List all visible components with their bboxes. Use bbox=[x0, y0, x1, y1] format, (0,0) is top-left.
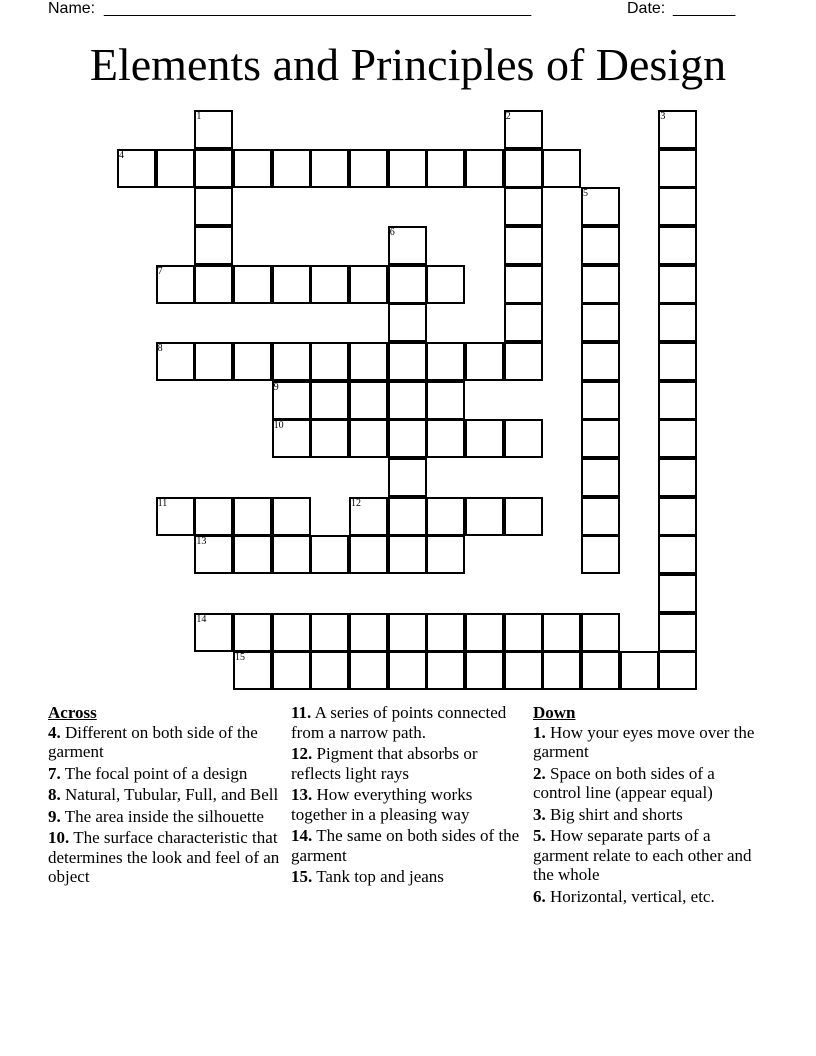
clue-item bbox=[291, 785, 521, 824]
grid-cell[interactable] bbox=[504, 149, 543, 188]
clue-number-label: 1 bbox=[196, 111, 202, 122]
grid-cell[interactable] bbox=[426, 535, 465, 574]
grid-cell[interactable] bbox=[542, 651, 581, 690]
grid-cell[interactable] bbox=[465, 149, 504, 188]
grid-cell[interactable] bbox=[310, 149, 349, 188]
clue-text: The surface characteristic that determines the look and feel of an object bbox=[48, 828, 280, 886]
grid-cell[interactable] bbox=[310, 342, 349, 381]
name-field[interactable]: ________________________________________________ bbox=[104, 0, 532, 17]
grid-cell[interactable] bbox=[465, 419, 504, 458]
grid-cell[interactable] bbox=[465, 497, 504, 536]
clue-text: How separate parts of a garment relate to each other and the whole bbox=[533, 826, 752, 884]
clue-number-label: 2 bbox=[505, 111, 511, 122]
across-clues-continued bbox=[291, 703, 521, 889]
grid-cell[interactable] bbox=[426, 265, 465, 304]
clue-text: Pigment that absorbs or reflects light rays bbox=[291, 744, 478, 783]
grid-cell[interactable] bbox=[349, 342, 388, 381]
clue-item bbox=[48, 807, 284, 827]
clue-item bbox=[48, 828, 284, 887]
clue-item bbox=[533, 723, 763, 762]
grid-cell[interactable] bbox=[426, 419, 465, 458]
grid-cell[interactable] bbox=[581, 226, 620, 265]
grid-cell[interactable] bbox=[349, 651, 388, 690]
grid-cell[interactable] bbox=[465, 342, 504, 381]
grid-cell[interactable] bbox=[426, 342, 465, 381]
clue-number: 13. bbox=[291, 785, 313, 804]
grid-cell[interactable] bbox=[581, 265, 620, 304]
grid-cell[interactable] bbox=[194, 226, 233, 265]
grid-cell[interactable] bbox=[504, 187, 543, 226]
grid-cell[interactable] bbox=[504, 226, 543, 265]
clue-number-label: 11 bbox=[157, 497, 168, 509]
clue-number-label: 13 bbox=[196, 536, 207, 548]
grid-cell[interactable] bbox=[233, 535, 272, 574]
clue-number: 14. bbox=[291, 826, 313, 845]
grid-cell[interactable] bbox=[349, 149, 388, 188]
grid-cell[interactable] bbox=[194, 149, 233, 188]
grid-cell[interactable] bbox=[542, 149, 581, 188]
grid-cell[interactable] bbox=[581, 458, 620, 497]
clue-number: 8. bbox=[48, 785, 61, 804]
grid-cell[interactable] bbox=[272, 497, 311, 536]
grid-cell[interactable] bbox=[658, 497, 697, 536]
clue-number: 11. bbox=[291, 703, 312, 722]
grid-cell[interactable] bbox=[426, 149, 465, 188]
grid-cell[interactable] bbox=[233, 342, 272, 381]
grid-cell[interactable] bbox=[426, 497, 465, 536]
grid-cell[interactable] bbox=[310, 651, 349, 690]
grid-cell[interactable] bbox=[658, 613, 697, 652]
grid-cell[interactable] bbox=[581, 613, 620, 652]
grid-cell[interactable] bbox=[581, 381, 620, 420]
clue-number-label: 7 bbox=[157, 265, 163, 277]
clue-text: Big shirt and shorts bbox=[550, 804, 683, 824]
clue-number: 4. bbox=[48, 722, 61, 742]
clue-number: 5. bbox=[533, 826, 546, 845]
clue-text: The same on both sides of the garment bbox=[291, 826, 520, 865]
across-heading: Across bbox=[48, 703, 97, 722]
grid-cell[interactable] bbox=[426, 381, 465, 420]
grid-cell[interactable] bbox=[581, 303, 620, 342]
grid-cell[interactable] bbox=[310, 535, 349, 574]
grid-cell[interactable] bbox=[426, 651, 465, 690]
clue-number-label: 8 bbox=[157, 343, 163, 355]
grid-cell[interactable] bbox=[465, 651, 504, 690]
grid-cell[interactable] bbox=[658, 226, 697, 265]
grid-cell[interactable] bbox=[194, 342, 233, 381]
clue-item bbox=[533, 764, 763, 803]
grid-cell[interactable] bbox=[272, 535, 311, 574]
clue-item bbox=[533, 887, 763, 907]
grid-cell[interactable] bbox=[272, 613, 311, 652]
grid-cell[interactable] bbox=[310, 613, 349, 652]
clue-text: Tank top and jeans bbox=[316, 867, 444, 886]
grid-cell[interactable] bbox=[658, 651, 697, 690]
grid-cell[interactable] bbox=[504, 651, 543, 690]
grid-cell[interactable] bbox=[658, 458, 697, 497]
grid-cell[interactable] bbox=[542, 613, 581, 652]
grid-cell[interactable] bbox=[272, 651, 311, 690]
across-clues bbox=[48, 703, 284, 889]
clue-text: A series of points connected from a narrow path. bbox=[291, 703, 507, 742]
grid-cell[interactable] bbox=[233, 265, 272, 304]
clue-number-label: 6 bbox=[389, 227, 395, 238]
clue-item bbox=[291, 744, 521, 783]
down-heading: Down bbox=[533, 703, 576, 722]
name-label: Name: bbox=[48, 0, 96, 17]
grid-cell[interactable] bbox=[233, 149, 272, 188]
grid-cell[interactable] bbox=[388, 497, 427, 536]
clue-number-label: 10 bbox=[273, 420, 284, 432]
grid-cell[interactable] bbox=[504, 419, 543, 458]
grid-cell[interactable] bbox=[310, 381, 349, 420]
clue-text: Horizontal, vertical, etc. bbox=[550, 886, 715, 906]
grid-cell[interactable] bbox=[581, 497, 620, 536]
clue-item bbox=[533, 805, 763, 825]
clue-text: Space on both sides of a control line (appear equal) bbox=[533, 763, 715, 802]
grid-cell[interactable] bbox=[272, 265, 311, 304]
clue-item bbox=[48, 764, 284, 784]
clue-number-label: 9 bbox=[273, 381, 279, 393]
grid-cell[interactable] bbox=[504, 613, 543, 652]
grid-cell[interactable] bbox=[194, 497, 233, 536]
clue-item bbox=[291, 826, 521, 865]
page-title: Elements and Principles of Design bbox=[89, 39, 727, 90]
grid-cell[interactable] bbox=[658, 265, 697, 304]
grid-cell[interactable] bbox=[504, 342, 543, 381]
grid-cell[interactable] bbox=[658, 149, 697, 188]
clue-number-label: 14 bbox=[196, 613, 207, 625]
grid-cell[interactable] bbox=[349, 419, 388, 458]
grid-cell[interactable] bbox=[658, 381, 697, 420]
grid-cell[interactable] bbox=[658, 342, 697, 381]
grid-cell[interactable] bbox=[233, 613, 272, 652]
clue-text: How your eyes move over the garment bbox=[533, 722, 755, 761]
clue-number-label: 12 bbox=[351, 497, 362, 509]
grid-cell[interactable] bbox=[388, 381, 427, 420]
grid-cell[interactable] bbox=[388, 303, 427, 342]
grid-cell[interactable] bbox=[581, 342, 620, 381]
grid-cell[interactable] bbox=[156, 149, 195, 188]
clue-item bbox=[291, 703, 521, 742]
clue-text: The focal point of a design bbox=[64, 763, 248, 783]
clue-number-label: 4 bbox=[119, 149, 124, 161]
clue-item bbox=[48, 723, 284, 762]
date-field[interactable]: _______ bbox=[673, 0, 736, 17]
grid-cell[interactable] bbox=[581, 651, 620, 690]
date-label: Date: bbox=[627, 0, 666, 17]
grid-cell[interactable] bbox=[388, 149, 427, 188]
clue-text: Natural, Tubular, Full, and Bell bbox=[65, 785, 279, 804]
grid-cell[interactable] bbox=[349, 265, 388, 304]
grid-cell[interactable] bbox=[349, 381, 388, 420]
clue-number-label: 5 bbox=[583, 188, 589, 200]
grid-cell[interactable] bbox=[658, 535, 697, 574]
grid-cell[interactable] bbox=[310, 265, 349, 304]
clue-text: The area inside the silhouette bbox=[64, 806, 264, 826]
clue-number-label: 3 bbox=[660, 111, 666, 122]
clue-number: 7. bbox=[48, 763, 61, 783]
grid-cell[interactable] bbox=[620, 651, 659, 690]
grid-cell[interactable] bbox=[194, 187, 233, 226]
grid-cell[interactable] bbox=[388, 419, 427, 458]
clue-item bbox=[291, 867, 521, 887]
clue-number: 9. bbox=[48, 806, 61, 826]
grid-cell[interactable] bbox=[310, 419, 349, 458]
grid-cell[interactable] bbox=[504, 497, 543, 536]
grid-cell[interactable] bbox=[465, 613, 504, 652]
grid-cell[interactable] bbox=[388, 458, 427, 497]
grid-cell[interactable] bbox=[233, 497, 272, 536]
grid-cell[interactable] bbox=[658, 574, 697, 613]
grid-cell[interactable] bbox=[504, 265, 543, 304]
grid-cell[interactable] bbox=[581, 535, 620, 574]
clue-text: How everything works together in a pleasing way bbox=[291, 785, 473, 824]
clue-number: 2. bbox=[533, 763, 546, 783]
clue-item bbox=[48, 785, 284, 805]
grid-cell[interactable] bbox=[504, 303, 543, 342]
down-clues bbox=[533, 703, 763, 908]
clue-number: 15. bbox=[291, 867, 313, 886]
grid-cell[interactable] bbox=[388, 651, 427, 690]
grid-cell[interactable] bbox=[388, 342, 427, 381]
grid-cell[interactable] bbox=[349, 613, 388, 652]
grid-cell[interactable] bbox=[426, 613, 465, 652]
grid-cell[interactable] bbox=[349, 535, 388, 574]
grid-cell[interactable] bbox=[581, 419, 620, 458]
grid-cell[interactable] bbox=[388, 265, 427, 304]
grid-cell[interactable] bbox=[388, 613, 427, 652]
clue-number-label: 15 bbox=[235, 652, 245, 664]
clue-item bbox=[533, 826, 763, 885]
clue-number: 3. bbox=[533, 804, 546, 824]
clue-number: 6. bbox=[533, 886, 546, 906]
grid-cell[interactable] bbox=[388, 535, 427, 574]
clue-text: Different on both side of the garment bbox=[48, 722, 258, 761]
clue-number: 10. bbox=[48, 828, 70, 847]
grid-cell[interactable] bbox=[272, 149, 311, 188]
grid-cell[interactable] bbox=[658, 303, 697, 342]
clue-number: 12. bbox=[291, 744, 313, 763]
grid-cell[interactable] bbox=[272, 342, 311, 381]
grid-cell[interactable] bbox=[658, 187, 697, 226]
grid-cell[interactable] bbox=[658, 419, 697, 458]
grid-cell[interactable] bbox=[194, 265, 233, 304]
clue-number: 1. bbox=[533, 722, 546, 742]
